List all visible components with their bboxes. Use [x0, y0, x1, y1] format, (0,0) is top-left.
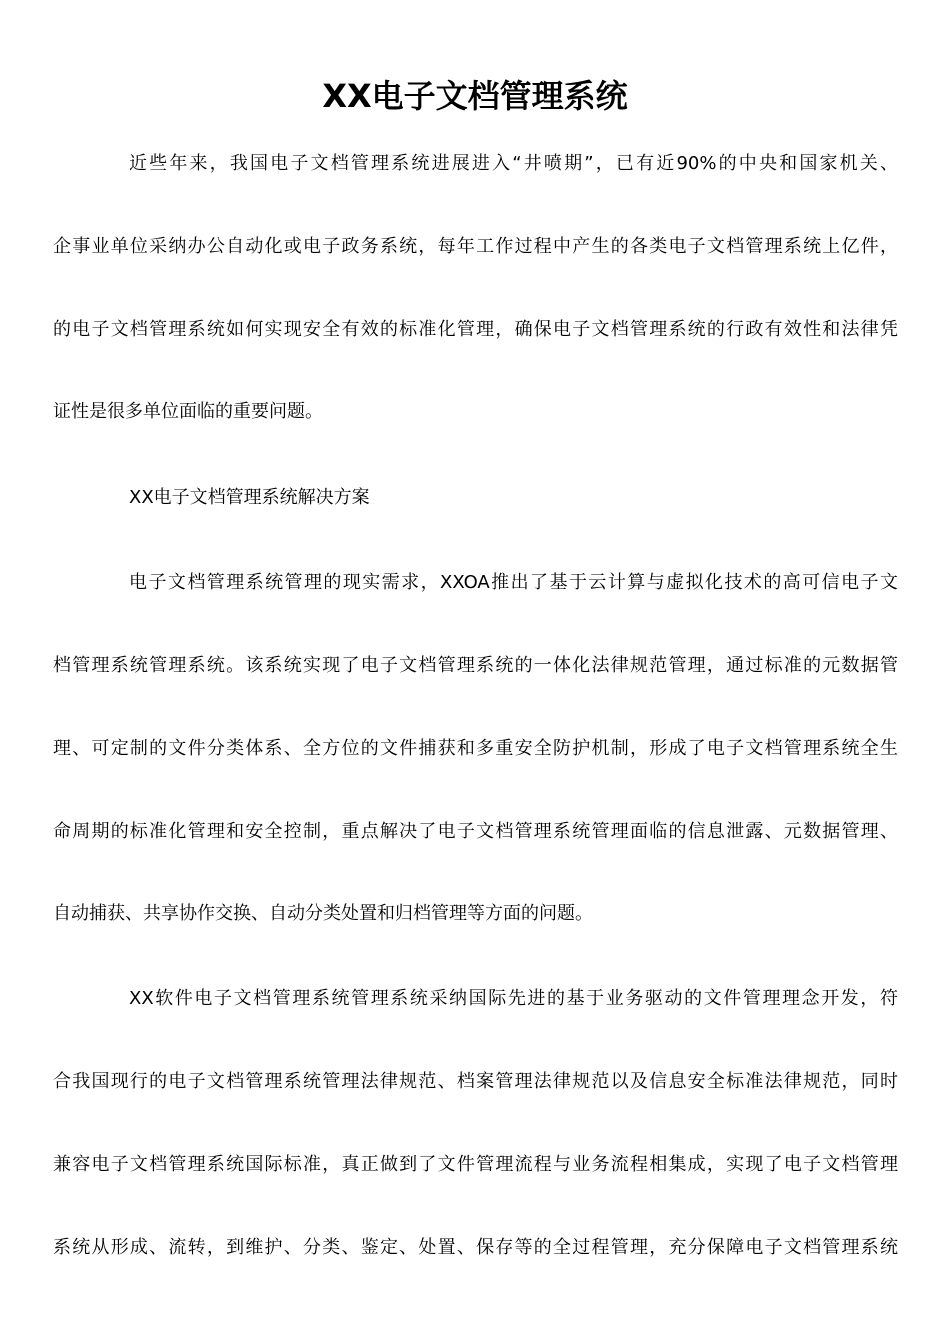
paragraph-3-line-2: 合我国现行的电子文档管理系统管理法律规范、档案管理法律规范以及信息安全标准法律规范，同时 — [53, 1071, 898, 1092]
paragraph-2-line-2: 档管理系统管理系统。该系统实现了电子文档管理系统的一体化法律规范管理，通过标准的元数据管 — [53, 655, 898, 676]
paragraph-1-line-2: 企事业单位采纳办公自动化或电子政务系统，每年工作过程中产生的各类电子文档管理系统上亿件， — [53, 236, 898, 257]
paragraph-3-line-3: 兼容电子文档管理系统国际标准，真正做到了文件管理流程与业务流程相集成，实现了电子文档管理 — [53, 1154, 898, 1175]
section-heading: XX电子文档管理系统解决方案 — [129, 487, 370, 508]
paragraph-1-line-1: 近些年来，我国电子文档管理系统进展进入“井喷期”，已有近90%的中央和国家机关、 — [129, 153, 898, 174]
paragraph-3-line-4: 系统从形成、流转，到维护、分类、鉴定、处置、保存等的全过程管理，充分保障电子文档管理系统 — [53, 1237, 898, 1258]
paragraph-1-line-3: 的电子文档管理系统如何实现安全有效的标准化管理，确保电子文档管理系统的行政有效性和法律凭 — [53, 319, 898, 340]
paragraph-2-line-1: 电子文档管理系统管理的现实需求，XXOA推出了基于云计算与虚拟化技术的高可信电子文 — [129, 572, 898, 593]
paragraph-2-line-3: 理、可定制的文件分类体系、全方位的文件捕获和多重安全防护机制，形成了电子文档管理系统全生 — [53, 738, 898, 759]
paragraph-2-line-4: 命周期的标准化管理和安全控制，重点解决了电子文档管理系统管理面临的信息泄露、元数据管理、 — [53, 821, 898, 842]
document-title: XX电子文档管理系统 — [322, 77, 628, 115]
paragraph-1-line-4: 证性是很多单位面临的重要问题。 — [53, 401, 323, 422]
paragraph-3-line-1: XX软件电子文档管理系统管理系统采纳国际先进的基于业务驱动的文件管理理念开发，符 — [129, 988, 898, 1009]
paragraph-2-line-5: 自动捕获、共享协作交换、自动分类处置和归档管理等方面的问题。 — [53, 903, 593, 924]
